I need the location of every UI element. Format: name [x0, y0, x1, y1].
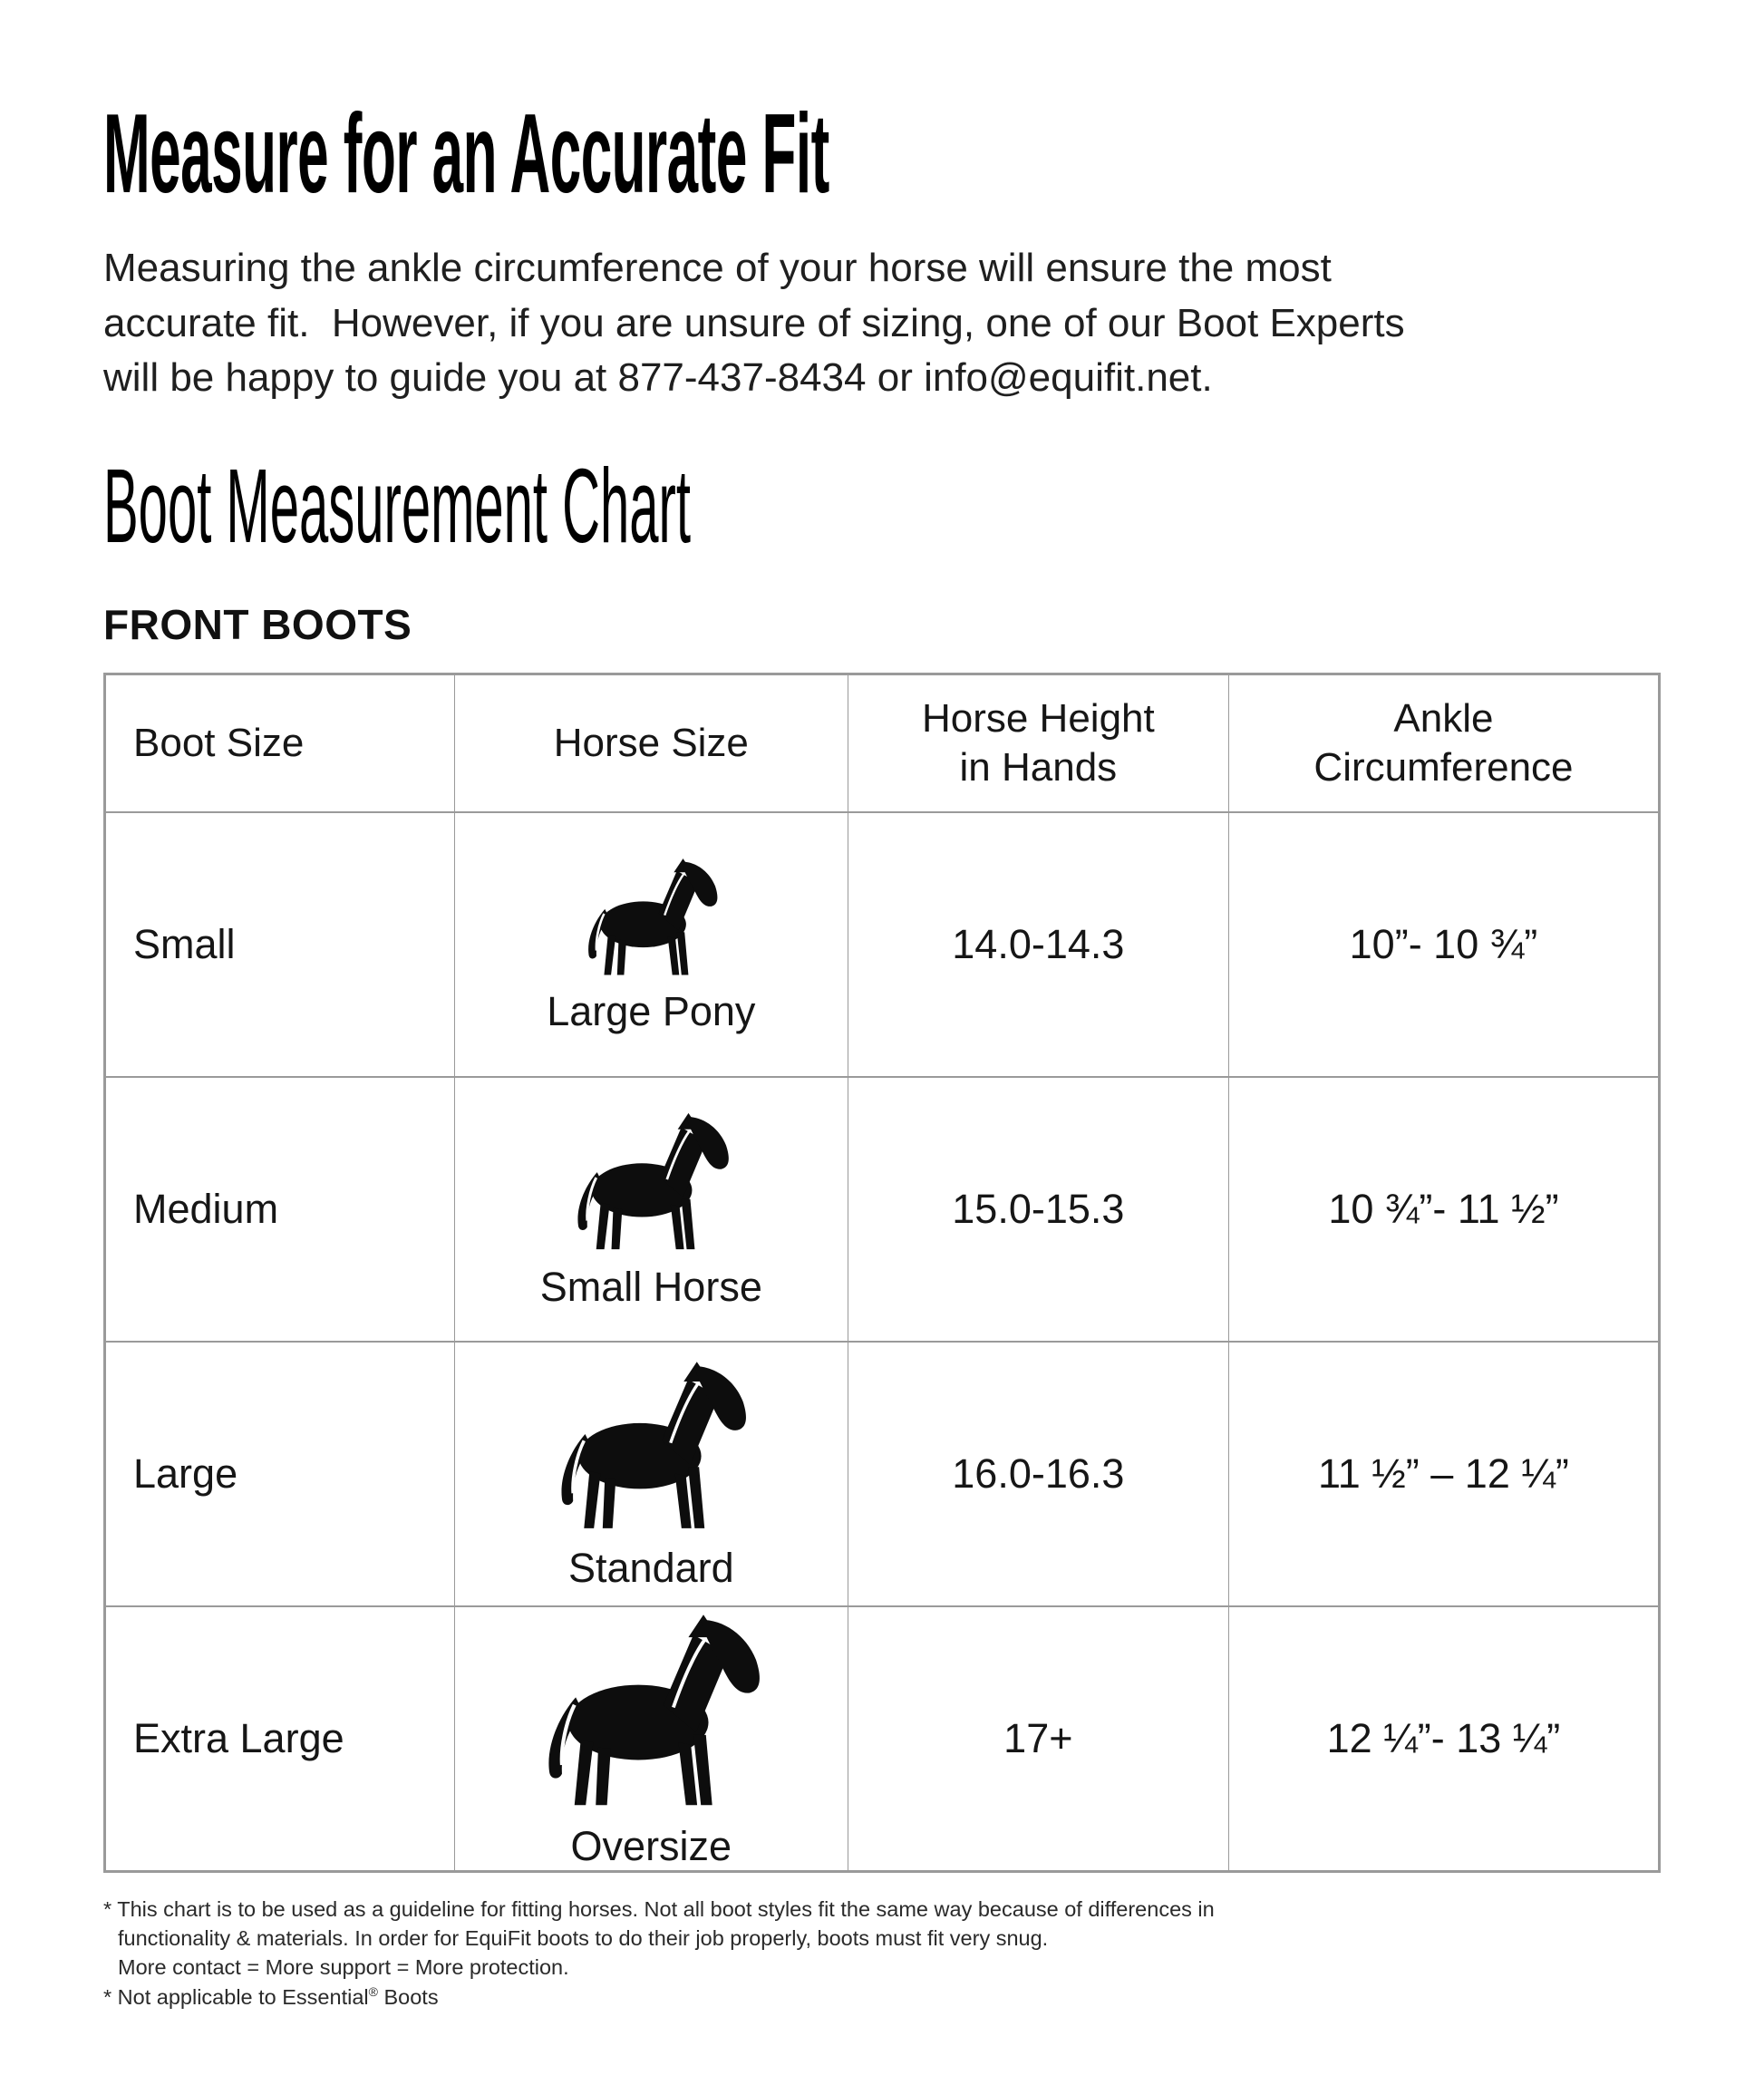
horse-size-cell [454, 1606, 848, 1872]
front-boots-heading: FRONT BOOTS [103, 600, 412, 648]
horse-height-cell: 15.0-15.3 [848, 1077, 1228, 1342]
page-title-text: Measure for an Accurate Fit [103, 92, 829, 217]
boot-size-cell: Medium [105, 1077, 455, 1342]
footnote-line: More contact = More support = More protection. [118, 1955, 569, 1980]
boot-size-cell: Large [105, 1342, 455, 1606]
horse-size-label: Standard [568, 1545, 734, 1592]
horse-height-cell: 17+ [848, 1606, 1228, 1872]
boot-measurement-table [103, 673, 1661, 1873]
horse-size-label: Small Horse [539, 1263, 762, 1310]
table-header-row [105, 674, 1660, 812]
horse-size-label: Oversize [570, 1822, 732, 1869]
page-title [103, 92, 1661, 217]
intro-line: accurate fit. However, if you are unsure of sizing, one of our Boot Experts [103, 300, 1405, 345]
header-boot-size: Boot Size [105, 674, 455, 812]
horse-size-cell [454, 1342, 848, 1606]
section-heading-text: Boot Measurement Chart [103, 446, 691, 565]
table-row [105, 812, 1660, 1077]
horse-silhouette-icon [571, 854, 731, 983]
header-ankle-circumference [1228, 674, 1659, 812]
table-row [105, 1342, 1660, 1606]
horse-size-cell [454, 812, 848, 1077]
horse-size-label: Large Pony [547, 987, 756, 1034]
horse-height-cell: 14.0-14.3 [848, 812, 1228, 1077]
table-row [105, 1077, 1660, 1342]
boot-size-cell: Extra Large [105, 1606, 455, 1872]
intro-line-contact: will be happy to guide you at 877-437-8434 or info@equifit.net. [103, 355, 1213, 401]
header-horse-height [848, 674, 1228, 812]
footnote-line: functionality & materials. In order for EquiFit boots to do their job properly, boots must fit very snug. [118, 1926, 1049, 1951]
ankle-circumference-cell: 10”- 10 ¾” [1228, 812, 1659, 1077]
registered-trademark-symbol: ® [368, 1983, 378, 1999]
intro-paragraph [103, 241, 1661, 406]
header-ankle-line2: Circumference [1313, 744, 1574, 790]
intro-line: Measuring the ankle circumference of your horse will ensure the most [103, 245, 1332, 290]
horse-silhouette-icon [537, 1355, 765, 1539]
header-horse-height-line1: Horse Height [921, 696, 1155, 742]
section-heading [103, 446, 1661, 565]
boot-size-cell: Small [105, 812, 455, 1077]
header-horse-size: Horse Size [454, 674, 848, 812]
horse-silhouette-icon [557, 1108, 744, 1258]
horse-silhouette-icon [520, 1607, 781, 1818]
horse-height-cell: 16.0-16.3 [848, 1342, 1228, 1606]
ankle-circumference-cell: 12 ¼”- 13 ¼” [1228, 1606, 1659, 1872]
table-row [105, 1606, 1660, 1872]
header-ankle-line1: Ankle [1393, 696, 1494, 742]
header-horse-height-line2: in Hands [959, 744, 1118, 790]
ankle-circumference-cell: 10 ¾”- 11 ½” [1228, 1077, 1659, 1342]
footnote-line: * Not applicable to Essential® Boots [103, 1983, 439, 2009]
horse-size-cell [454, 1077, 848, 1342]
footnotes [103, 1895, 1661, 2012]
ankle-circumference-cell: 11 ½” – 12 ¼” [1228, 1342, 1659, 1606]
footnote-line: * This chart is to be used as a guideline for fitting horses. Not all boot styles fit the same way because of differences in [103, 1896, 1215, 1921]
